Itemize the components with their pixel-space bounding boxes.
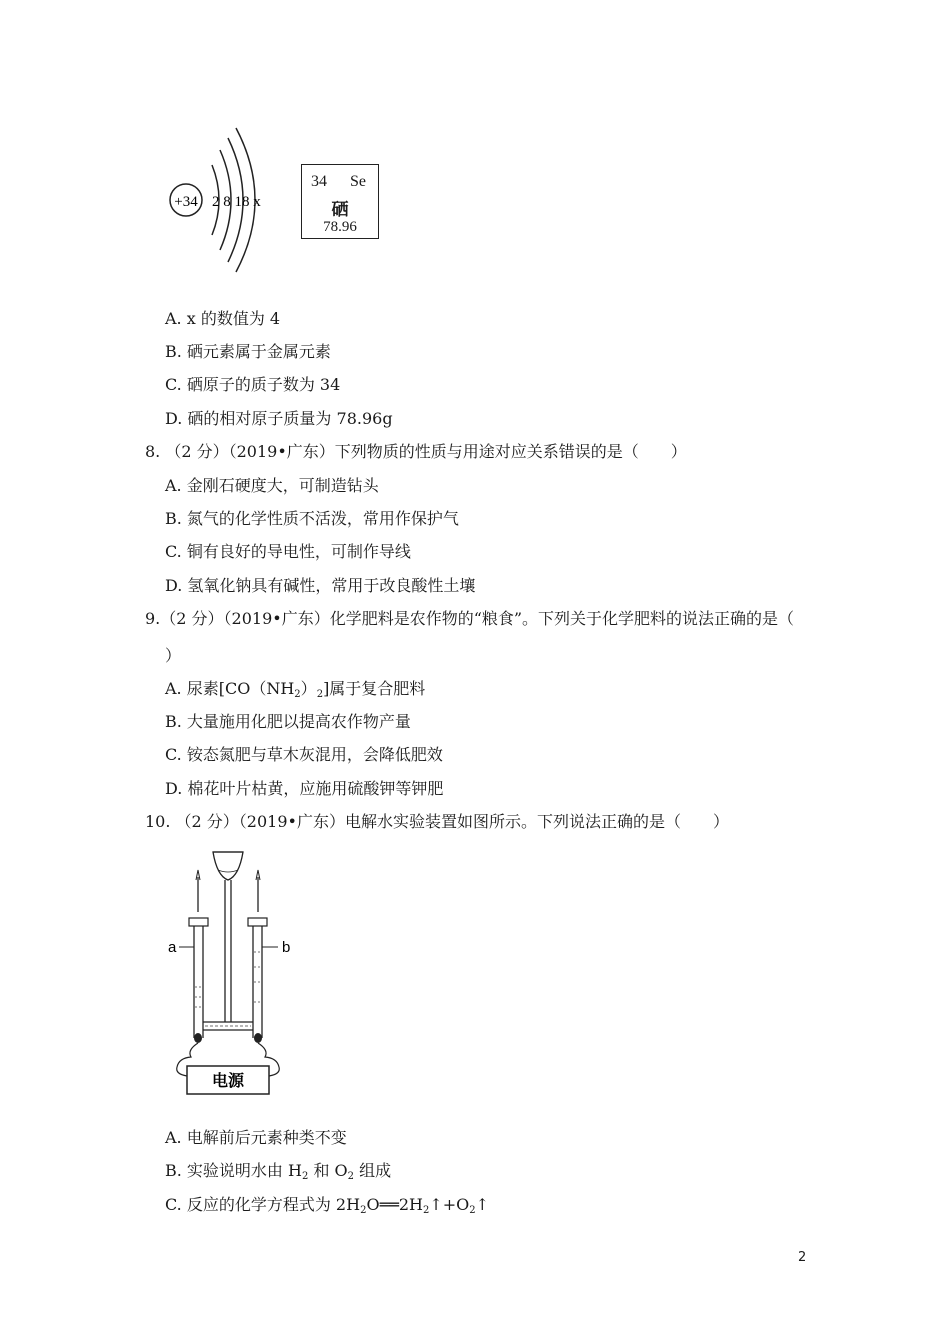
- electrode-label-a: a: [168, 939, 177, 956]
- element-symbol: Se: [350, 173, 366, 190]
- water-electrolysis-apparatus-diagram: [165, 842, 300, 1100]
- q7-option-a: A. x 的数值为 4: [165, 309, 281, 328]
- electron-shell-counts: 2 8 18 x: [212, 194, 261, 210]
- q8-option-d: D. 氢氧化钠具有碱性，常用于改良酸性土壤: [165, 576, 476, 595]
- selenium-element-card: [301, 164, 379, 239]
- atomic-mass: 78.96: [323, 219, 357, 235]
- q7-option-b: B. 硒元素属于金属元素: [165, 342, 331, 361]
- q9-option-b: B. 大量施用化肥以提高农作物产量: [165, 712, 411, 731]
- selenium-atom-structure-diagram: [160, 120, 280, 280]
- q10-option-b: B. 实验说明水由 $H_2$ 和 $O_2$ 组成: [165, 1161, 392, 1182]
- q10-option-c: C. 反应的化学方程式为 $2H_2O══2H_2↑+O_2↑$: [165, 1195, 490, 1216]
- power-source-label: 电源: [211, 1071, 245, 1090]
- page-number: 2: [798, 1250, 807, 1265]
- q7-option-c: C. 硒原子的质子数为 34: [165, 375, 341, 394]
- q10-option-a: A. 电解前后元素种类不变: [165, 1128, 347, 1147]
- q9-option-d: D. 棉花叶片枯黄，应施用硫酸钾等钾肥: [165, 779, 444, 798]
- atomic-number: 34: [311, 173, 327, 190]
- q7-option-d: D. 硒的相对原子质量为 78.96g: [165, 409, 393, 428]
- q8-option-c: C. 铜有良好的导电性，可制作导线: [165, 542, 411, 561]
- q9-stem-line2: ）: [165, 646, 182, 665]
- element-name: 硒: [331, 200, 349, 220]
- electrode-label-b: b: [282, 939, 291, 956]
- q8-stem: 8. （2 分）（2019•广东）下列物质的性质与用途对应关系错误的是（ ）: [145, 442, 687, 461]
- q8-option-a: A. 金刚石硬度大，可制造钻头: [165, 476, 379, 495]
- nucleus-charge: +34: [174, 194, 198, 210]
- q9-stem-line1: 9.（2 分）（2019•广东）化学肥料是农作物的“粮食”。下列关于化学肥料的说法正确的是（: [145, 609, 795, 628]
- q9-option-c: C. 铵态氮肥与草木灰混用，会降低肥效: [165, 745, 443, 764]
- q9-option-a: A. 尿素$[CO(NH_2)_2]$属于复合肥料: [165, 679, 426, 700]
- q8-option-b: B. 氮气的化学性质不活泼，常用作保护气: [165, 509, 459, 528]
- q10-stem: 10. （2 分）（2019•广东）电解水实验装置如图所示。下列说法正确的是（ ）: [145, 812, 729, 831]
